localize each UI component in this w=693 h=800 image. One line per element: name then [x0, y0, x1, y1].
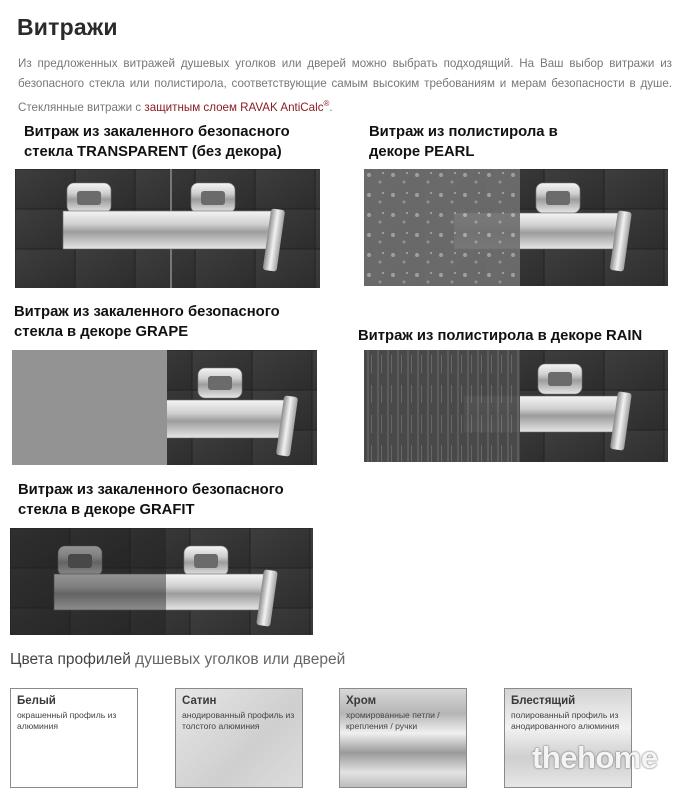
title-grape-line2: стекла в декоре GRAPE — [14, 324, 189, 340]
title-transparent-line1: Витраж из закаленного безопасного — [24, 124, 290, 140]
title-pearl-line2: декоре PEARL — [369, 144, 475, 160]
profile-desc: хромированные петли / крепления / ручки — [346, 710, 440, 731]
title-rain-line1: Витраж из полистирола в декоре RAIN — [358, 328, 643, 344]
title-grafit — [18, 480, 284, 520]
title-rain — [358, 326, 642, 346]
title-grape-line1: Витраж из закаленного безопасного — [14, 304, 280, 320]
intro-paragraph — [18, 54, 672, 118]
profiles-heading — [10, 651, 345, 669]
profiles-heading-bold: Цвета профилей — [10, 651, 131, 668]
profile-swatch-chrome — [339, 688, 467, 788]
title-grafit-line1: Витраж из закаленного безопасного — [18, 482, 284, 498]
title-pearl — [369, 122, 558, 162]
title-transparent — [24, 122, 290, 162]
page-title: Витражи — [17, 14, 118, 40]
profile-desc: окрашенный профиль из алюминия — [17, 710, 117, 731]
profile-desc: полированный профиль из анодированного алюминия — [511, 710, 620, 731]
intro-text: Из предложенных витражей душевых уголков или дверей можно выбрать подходящий. На Ваш выбор витражи из безопасного стекла или полистирола, соответствующие самым высоким требованиям и мерам безопасности в душе. Стеклянные витражи с — [18, 57, 672, 114]
photo-pearl — [364, 169, 668, 286]
profile-name: Блестящий — [511, 695, 576, 707]
profiles-heading-rest: душевых уголков или дверей — [130, 651, 346, 668]
anticalc-link[interactable]: защитным слоем RAVAK AntiCalc — [144, 100, 324, 114]
watermark-logo: thehome — [532, 740, 658, 775]
photo-grafit — [10, 528, 313, 635]
photo-transparent — [15, 169, 320, 288]
profile-swatch-white — [10, 688, 138, 788]
title-grafit-line2: стекла в декоре GRAFIT — [18, 502, 195, 518]
profile-name: Белый — [17, 695, 56, 707]
photo-grape — [12, 350, 317, 465]
photo-rain — [364, 350, 668, 462]
profile-name: Сатин — [182, 695, 217, 707]
title-pearl-line1: Витраж из полистирола в — [369, 124, 558, 140]
profile-swatch-satin — [175, 688, 303, 788]
registered-mark: ® — [323, 99, 330, 108]
intro-end: . — [329, 100, 333, 114]
title-transparent-line2: стекла TRANSPARENT (без декора) — [24, 144, 282, 160]
profile-desc: анодированный профиль из толстого алюминия — [182, 710, 295, 731]
title-grape — [14, 302, 280, 342]
profile-name: Хром — [346, 695, 377, 707]
